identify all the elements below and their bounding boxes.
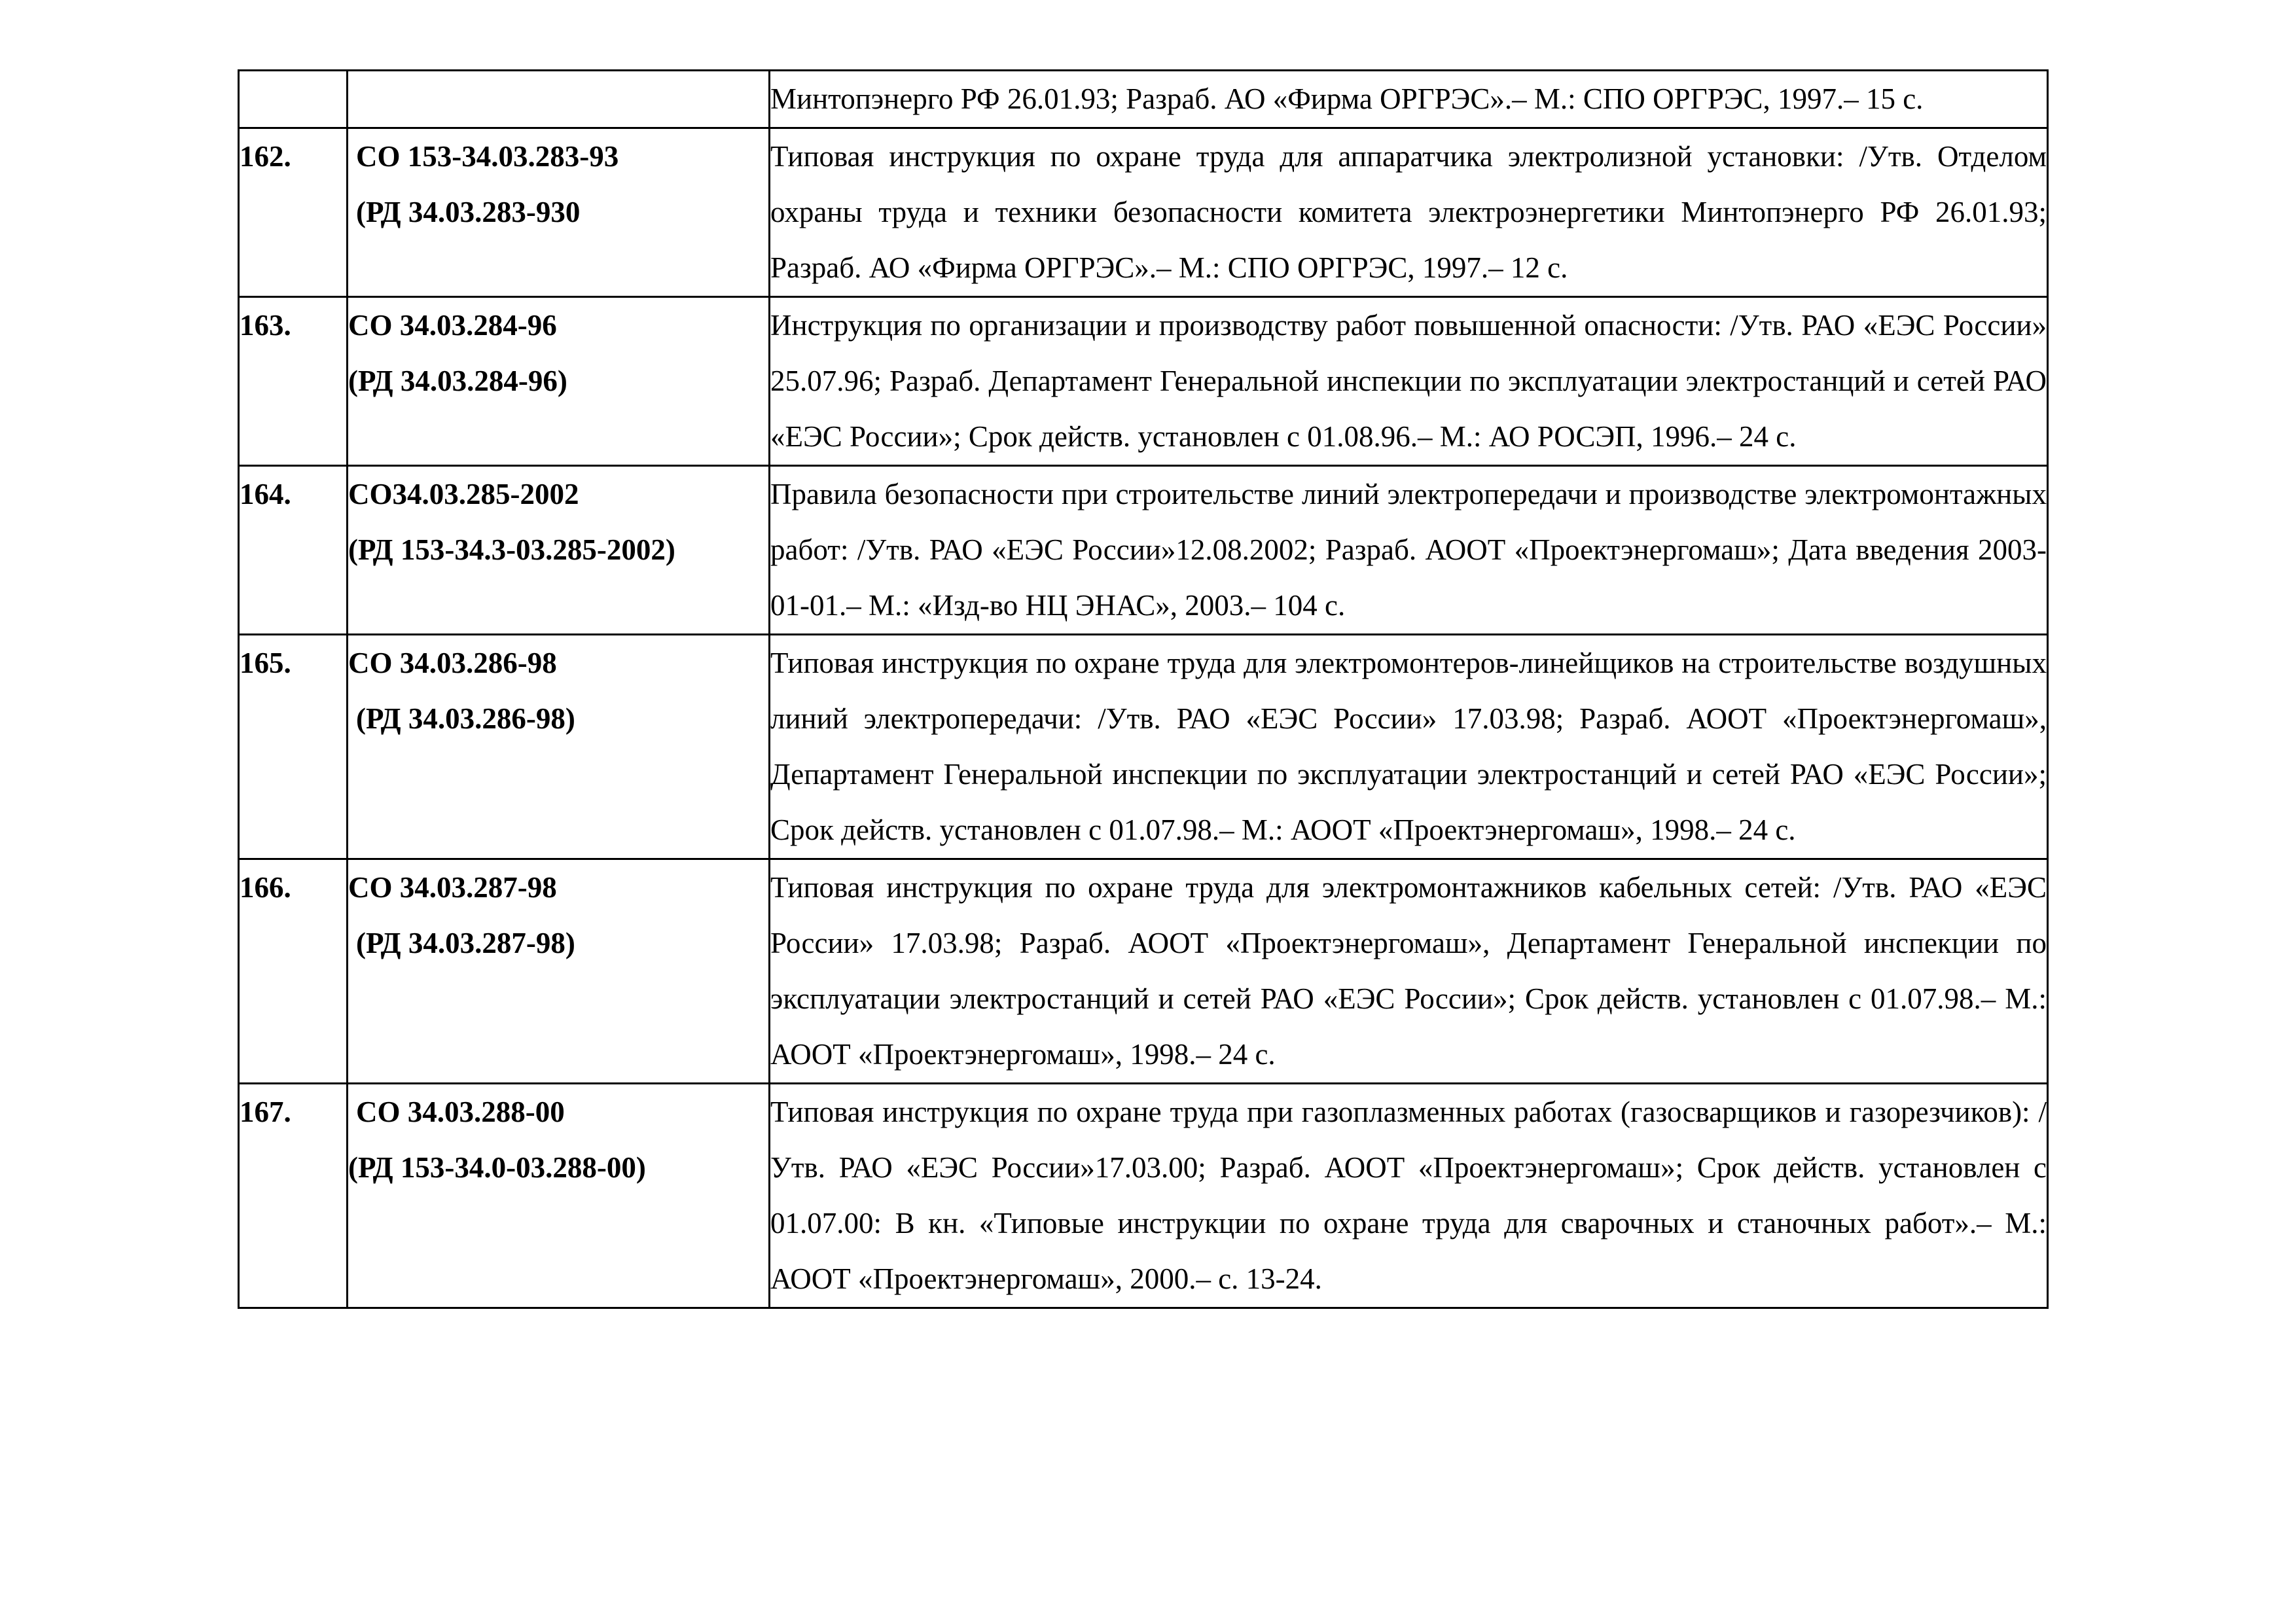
standards-table bbox=[238, 69, 2049, 1309]
document-description: Правила безопасности при строительстве линий электропередачи и производстве электромонтажных работ: /Утв. РАО «ЕЭС России»12.08.2002; Разраб. АООТ «Проектэнергомаш»; Дата введения 2003-01-01.– М.: «Изд-во НЦ ЭНАС», 2003.– 104 с. bbox=[770, 466, 2048, 635]
code-line-old: (РД 153-34.3-03.285-2002) bbox=[348, 533, 675, 566]
row-number: 167. bbox=[239, 1084, 348, 1308]
table-row bbox=[239, 466, 2048, 635]
row-number: 165. bbox=[239, 635, 348, 859]
row-number: 163. bbox=[239, 297, 348, 466]
document-description: Минтопэнерго РФ 26.01.93; Разраб. АО «Фирма ОРГРЭС».– М.: СПО ОРГРЭС, 1997.– 15 с. bbox=[770, 71, 2048, 128]
code-line-old: (РД 34.03.286-98) bbox=[356, 702, 575, 735]
document-description: Инструкция по организации и производству работ повышенной опасности: /Утв. РАО «ЕЭС России» 25.07.96; Разраб. Департамент Генеральной инспекции по эксплуатации электростанций и сетей РАО «ЕЭС России»; Срок действ. установлен с 01.08.96.– М.: АО РОСЭП, 1996.– 24 с. bbox=[770, 297, 2048, 466]
document-code-cell bbox=[348, 71, 770, 128]
code-line-old: (РД 34.03.287-98) bbox=[356, 927, 575, 959]
document-description: Типовая инструкция по охране труда при газоплазменных работах (газосварщиков и газорезчиков): /Утв. РАО «ЕЭС России»17.03.00; Разраб. АООТ «Проектэнергомаш»; Срок действ. установлен с 01.07.00: В кн. «Типовые инструкции по охране труда для сварочных и станочных работ».– М.: АООТ «Проектэнергомаш», 2000.– с. 13-24. bbox=[770, 1084, 2048, 1308]
document-description: Типовая инструкция по охране труда для электромонтажников кабельных сетей: /Утв. РАО «ЕЭС России» 17.03.98; Разраб. АООТ «Проектэнергомаш», Департамент Генеральной инспекции по эксплуатации электростанций и сетей РАО «ЕЭС России»; Срок действ. установлен с 01.07.98.– М.: АООТ «Проектэнергомаш», 1998.– 24 с. bbox=[770, 859, 2048, 1084]
code-line-old: (РД 34.03.284-96) bbox=[348, 365, 567, 397]
code-line-old: (РД 34.03.283-930 bbox=[356, 196, 581, 228]
document-code-cell bbox=[348, 466, 770, 635]
table-row bbox=[239, 128, 2048, 297]
code-line: СО 34.03.287-98 bbox=[348, 871, 557, 904]
code-line: СО 34.03.284-96 bbox=[348, 309, 557, 342]
code-line-old: (РД 153-34.0-03.288-00) bbox=[348, 1151, 646, 1184]
code-line: СО 34.03.286-98 bbox=[348, 647, 557, 679]
row-number: 164. bbox=[239, 466, 348, 635]
document-description: Типовая инструкция по охране труда для электромонтеров-линейщиков на строительстве воздушных линий электропередачи: /Утв. РАО «ЕЭС России» 17.03.98; Разраб. АООТ «Проектэнергомаш», Департамент Генеральной инспекции по эксплуатации электростанций и сетей РАО «ЕЭС России»; Срок действ. установлен с 01.07.98.– М.: АООТ «Проектэнергомаш», 1998.– 24 с. bbox=[770, 635, 2048, 859]
row-number: 162. bbox=[239, 128, 348, 297]
document-code-cell bbox=[348, 635, 770, 859]
table-row bbox=[239, 1084, 2048, 1308]
document-code-cell bbox=[348, 297, 770, 466]
document-code-cell bbox=[348, 859, 770, 1084]
code-line: СО34.03.285-2002 bbox=[348, 478, 579, 510]
document-code-cell bbox=[348, 128, 770, 297]
document-code-cell bbox=[348, 1084, 770, 1308]
table-row bbox=[239, 635, 2048, 859]
document-description: Типовая инструкция по охране труда для аппаратчика электролизной установки: /Утв. Отделом охраны труда и техники безопасности комитета электроэнергетики Минтопэнерго РФ 26.01.93; Разраб. АО «Фирма ОРГРЭС».– М.: СПО ОРГРЭС, 1997.– 12 с. bbox=[770, 128, 2048, 297]
code-line: СО 34.03.288-00 bbox=[356, 1096, 565, 1128]
code-line: СО 153-34.03.283-93 bbox=[356, 140, 619, 173]
row-number: 166. bbox=[239, 859, 348, 1084]
row-number bbox=[239, 71, 348, 128]
table-row bbox=[239, 297, 2048, 466]
table-row bbox=[239, 859, 2048, 1084]
table-row bbox=[239, 71, 2048, 128]
